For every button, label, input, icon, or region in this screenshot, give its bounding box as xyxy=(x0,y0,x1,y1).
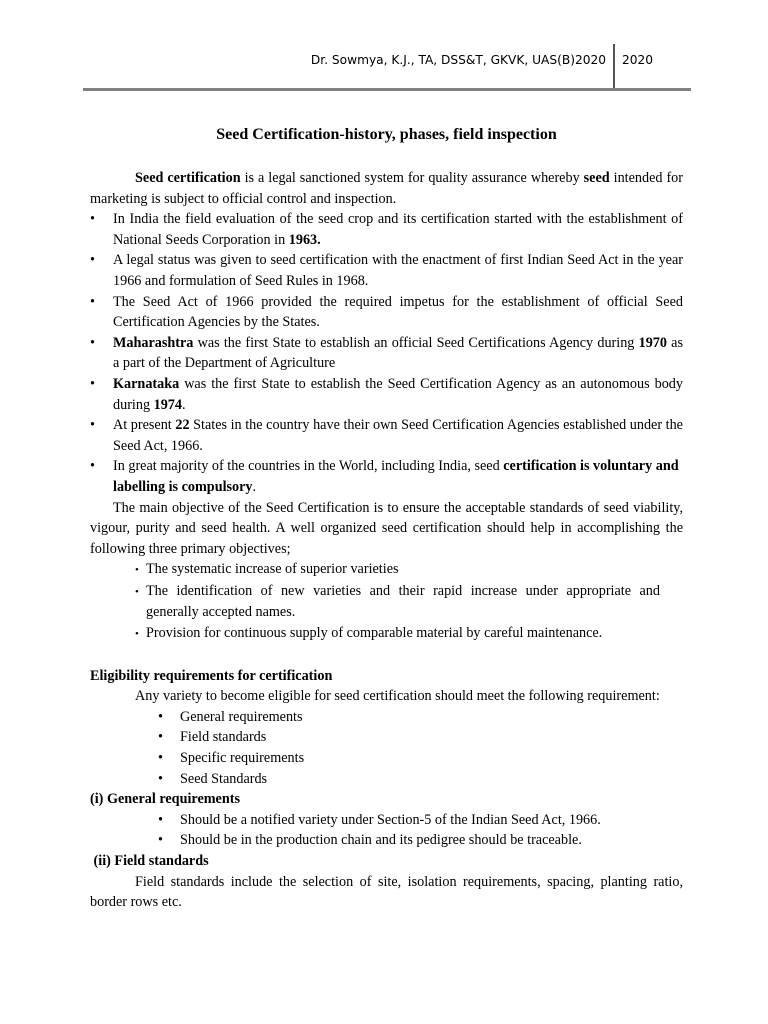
bullet-icon: • xyxy=(90,293,95,310)
general-requirements-list xyxy=(90,810,683,851)
list-item: • Should be a notified variety under Section-5 of the Indian Seed Act, 1966. xyxy=(90,810,683,831)
general-requirements-heading: (i) General requirements xyxy=(90,791,240,808)
bullet-icon: • xyxy=(158,729,163,746)
bullet-icon: • xyxy=(158,770,163,787)
bullet-icon: • xyxy=(158,811,163,828)
list-item: • Provision for continuous supply of comparable material by careful maintenance. xyxy=(90,623,683,645)
eligibility-list xyxy=(90,707,683,789)
list-item: • Field standards xyxy=(90,727,683,748)
intro-term: Seed certification xyxy=(135,170,241,186)
history-list xyxy=(90,209,683,497)
objectives-list xyxy=(90,559,683,644)
intro-paragraph: Seed certification is a legal sanctioned system for quality assurance whereby seed intended for marketing is subject to official control and inspection. xyxy=(90,170,683,207)
eligibility-paragraph: Any variety to become eligible for seed certification should meet the following requirement: xyxy=(135,688,660,705)
list-item: • The Seed Act of 1966 provided the required impetus for the establishment of official Seed Certification Agencies by the States. xyxy=(90,293,683,331)
list-item: • General requirements xyxy=(90,707,683,728)
spacer xyxy=(90,645,683,666)
bullet-icon: • xyxy=(90,458,95,475)
header-author: Dr. Sowmya, K.J., TA, DSS&T, GKVK, UAS(B)2020 xyxy=(310,53,606,67)
list-item: • Seed Standards xyxy=(90,769,683,790)
bullet-icon: • xyxy=(158,832,163,849)
bullet-icon: • xyxy=(90,334,95,351)
list-item: • The systematic increase of superior varieties xyxy=(90,559,683,581)
list-item: • Karnataka was the first State to establish the Seed Certification Agency as an autonomous body during 1974. xyxy=(90,375,683,413)
list-item: • At present 22 States in the country have their own Seed Certification Agencies established under the Seed Act, 1966. xyxy=(90,417,683,454)
objective-paragraph: The main objective of the Seed Certification is to ensure the acceptable standards of seed viability, vigour, purity and seed health. A well organized seed certification should help in accomplishing the following three primary objectives; xyxy=(90,499,683,557)
field-standards-heading: (ii) Field standards xyxy=(90,853,209,869)
bullet-icon: • xyxy=(135,564,139,577)
bullet-icon: • xyxy=(158,708,163,725)
page-title: Seed Certification-history, phases, field inspection xyxy=(216,126,557,143)
list-item: • Should be in the production chain and its pedigree should be traceable. xyxy=(90,830,683,851)
eligibility-heading: Eligibility requirements for certification xyxy=(90,667,333,684)
bullet-icon: • xyxy=(158,750,163,767)
bullet-icon: • xyxy=(135,585,139,598)
header-divider xyxy=(613,44,615,90)
list-item: • In great majority of the countries in the World, including India, seed certification is voluntary and labelling is compulsory. xyxy=(90,458,679,495)
page-header xyxy=(0,50,768,72)
list-item: • A legal status was given to seed certification with the enactment of first Indian Seed Act in the year 1966 and formulation of Seed Rules in 1968. xyxy=(90,252,683,289)
list-item: • Maharashtra was the first State to establish an official Seed Certifications Agency during 1970 as a part of the Department of Agriculture xyxy=(90,334,684,372)
bullet-icon: • xyxy=(90,417,95,434)
list-item: • In India the field evaluation of the seed crop and its certification started with the establishment of National Seeds Corporation in 1963. xyxy=(90,211,683,248)
bullet-icon: • xyxy=(90,375,95,392)
field-standards-paragraph: Field standards include the selection of site, isolation requirements, spacing, planting ratio, border rows etc. xyxy=(90,873,683,911)
header-year: 2020 xyxy=(622,53,654,67)
document-body xyxy=(90,124,683,913)
bullet-icon: • xyxy=(90,252,95,269)
list-item: • The identification of new varieties and their rapid increase under appropriate and generally accepted names. xyxy=(135,582,660,621)
bullet-icon: • xyxy=(135,628,139,641)
list-item: • Specific requirements xyxy=(90,748,683,769)
header-rule xyxy=(83,88,691,91)
bullet-icon: • xyxy=(90,211,95,228)
